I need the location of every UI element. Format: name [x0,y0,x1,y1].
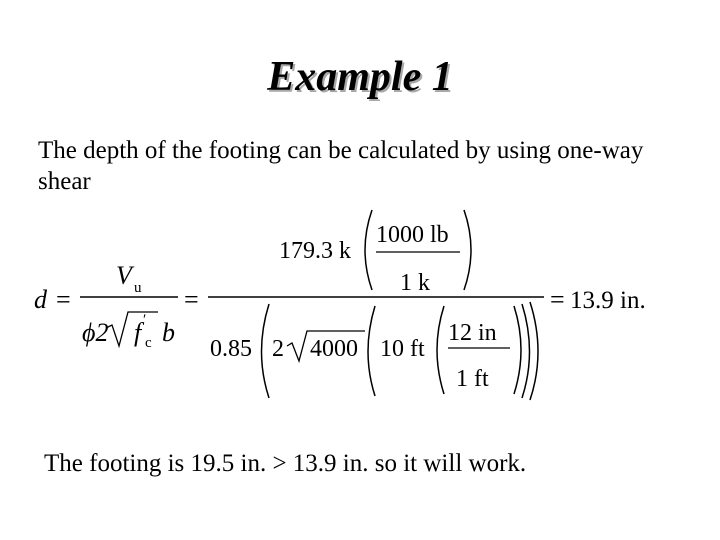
equals-sign-3: = [550,285,565,314]
phi-factor: ϕ2 [82,318,109,347]
width-symbol: b [162,318,175,347]
load-value: 179.3 k [279,238,351,264]
shear-force-subscript: u [134,280,142,296]
right-paren-inner [514,306,521,394]
strength-reduction: 0.85 [210,336,252,362]
foot-unit: 1 ft [456,366,489,392]
left-paren-inner [437,306,444,394]
equals-sign-2: = [184,285,199,314]
shear-force-symbol: V [116,261,132,290]
equals-sign-1: = [56,285,71,314]
concrete-strength-prime: ′ [143,312,147,328]
pound-conversion: 1000 lb [376,222,449,248]
left-paren-numerator [365,210,372,290]
lhs-variable: d [34,285,47,314]
inch-conversion: 12 in [448,320,497,346]
right-paren-middle [522,304,530,398]
depth-equation [0,200,720,410]
conclusion-text: The footing is 19.5 in. > 13.9 in. so it will work. [44,450,527,477]
fc-value: 4000 [310,336,358,362]
result-value: 13.9 in. [570,287,646,314]
left-paren-middle [368,306,375,396]
concrete-strength-symbol: f [134,318,142,347]
right-paren-outer [530,302,538,400]
concrete-strength-subscript: c [145,335,152,351]
two-factor: 2 [272,336,284,362]
slide-title: Example 1 [267,54,453,100]
intro-text: The depth of the footing can be calculated by using one-way shear [38,137,644,195]
left-paren-outer [262,304,270,398]
kip-unit: 1 k [400,270,430,296]
right-paren-numerator [464,210,471,290]
width-value: 10 ft [380,336,425,362]
